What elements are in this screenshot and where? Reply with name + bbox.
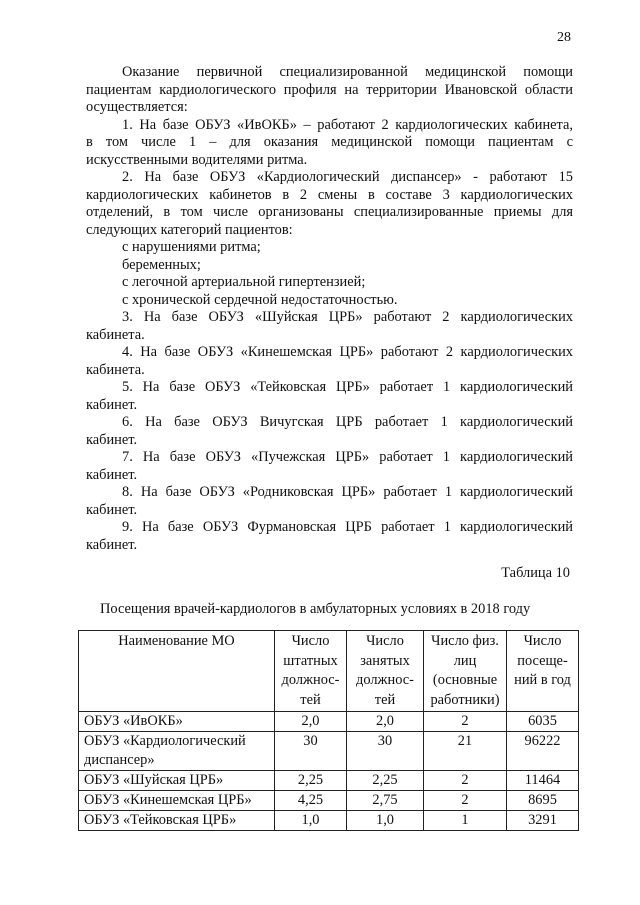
paragraph-line: 2. На базе ОБУЗ «Кардиологический диспансер» - работают 15 (122, 169, 573, 185)
paragraph-line: 4. На базе ОБУЗ «Кинешемская ЦРБ» работают 2 кардиологических (122, 344, 573, 360)
cell-staff-positions: 2,25 (275, 771, 347, 791)
cell-physical-persons: 21 (424, 732, 507, 771)
list-item: с хронической сердечной недостаточностью. (122, 291, 398, 308)
header-line: должнос- (281, 672, 340, 688)
cell-physical-persons: 2 (424, 712, 507, 732)
paragraph-line: отделений, в том числе организованы специализированные приемы для (86, 204, 573, 220)
header-line: (основные (432, 672, 498, 688)
table-row (79, 811, 579, 831)
cell-occupied-positions: 2,0 (347, 712, 424, 732)
header-line: Число (523, 633, 562, 649)
cell-occupied-positions: 2,25 (347, 771, 424, 791)
list-item: с легочной артериальной гипертензией; (122, 274, 366, 290)
paragraph-line: кабинета. (86, 326, 145, 343)
header-line: Число (291, 633, 330, 649)
table-row (79, 771, 579, 791)
visits-table (78, 630, 579, 831)
paragraph-line: кабинет. (86, 431, 138, 448)
cell-staff-positions: 30 (275, 732, 347, 771)
paragraph-line: кабинет. (86, 396, 138, 413)
paragraph-line: 9. На базе ОБУЗ Фурмановская ЦРБ работает 1 кардиологический (122, 519, 573, 535)
cell-mo-name: ОБУЗ «Шуйская ЦРБ» (79, 771, 275, 791)
paragraph-line: Оказание первичной специализированной медицинской помощи (122, 64, 573, 80)
cell-visits: 11464 (507, 771, 579, 791)
table-title: Посещения врачей-кардиологов в амбулаторных условиях в 2018 году (100, 601, 531, 617)
paragraph-line: осуществляется: (86, 99, 188, 115)
header-staff-positions (275, 631, 347, 712)
header-visits-per-year (507, 631, 579, 712)
table-caption: Таблица 10 (501, 565, 570, 581)
cell-visits: 6035 (507, 712, 579, 732)
table-row (79, 791, 579, 811)
cell-visits: 3291 (507, 811, 579, 831)
paragraph-line: 7. На базе ОБУЗ «Пучежская ЦРБ» работает 1 кардиологический (122, 449, 573, 465)
header-line: ний в год (514, 672, 571, 688)
list-item: с нарушениями ритма; (122, 239, 261, 255)
cell-mo-name: ОБУЗ «Кардиологический диспансер» (79, 732, 275, 771)
paragraph-line: кабинет. (86, 501, 138, 518)
header-line: тей (374, 691, 396, 708)
header-mo-name (79, 631, 275, 712)
cell-staff-positions: 1,0 (275, 811, 347, 831)
paragraph-line: кабинет. (86, 536, 138, 553)
cell-visits: 96222 (507, 732, 579, 771)
paragraph-line: пациентам кардиологического профиля на территории Ивановской области (86, 81, 573, 98)
cell-physical-persons: 2 (424, 791, 507, 811)
cell-visits: 8695 (507, 791, 579, 811)
list-item: беременных; (122, 256, 201, 273)
cell-physical-persons: 2 (424, 771, 507, 791)
page-number: 28 (557, 30, 571, 45)
header-line: должнос- (356, 672, 414, 688)
header-line: занятых (360, 652, 410, 669)
paragraph-line: кардиологических кабинетов в 2 смены в составе 3 кардиологических (86, 186, 573, 203)
paragraph-line: следующих категорий пациентов: (86, 221, 293, 238)
table-row (79, 732, 579, 771)
paragraph-line: 6. На базе ОБУЗ Вичугская ЦРБ работает 1 кардиологический (122, 414, 573, 430)
cell-mo-name: ОБУЗ «Тейковская ЦРБ» (79, 811, 275, 831)
paragraph-line: кабинета. (86, 361, 145, 378)
header-line: лиц (453, 652, 477, 669)
cell-mo-name: ОБУЗ «ИвОКБ» (79, 712, 275, 732)
header-line: Наименование МО (118, 633, 235, 649)
cell-occupied-positions: 1,0 (347, 811, 424, 831)
paragraph-line: 3. На базе ОБУЗ «Шуйская ЦРБ» работают 2 кардиологических (122, 309, 573, 325)
paragraph-line: в том числе 1 – для оказания медицинской помощи пациентам с (86, 134, 573, 150)
paragraph-line: искусственными водителями ритма. (86, 151, 308, 168)
header-line: работники) (430, 691, 500, 708)
cell-occupied-positions: 30 (347, 732, 424, 771)
header-line: посеще- (517, 652, 568, 669)
paragraph-line: кабинет. (86, 466, 138, 483)
cell-physical-persons: 1 (424, 811, 507, 831)
header-line: штатных (283, 652, 338, 669)
cell-mo-name: ОБУЗ «Кинешемская ЦРБ» (79, 791, 275, 811)
header-line: Число (366, 633, 404, 649)
table-header-row (79, 631, 579, 712)
cell-occupied-positions: 2,75 (347, 791, 424, 811)
paragraph-line: 1. На базе ОБУЗ «ИвОКБ» – работают 2 кардиологических кабинета, (122, 116, 573, 133)
cell-staff-positions: 2,0 (275, 712, 347, 732)
header-line: Число физ. (431, 633, 499, 649)
paragraph-line: 5. На базе ОБУЗ «Тейковская ЦРБ» работает 1 кардиологический (122, 379, 573, 395)
paragraph-line: 8. На базе ОБУЗ «Родниковская ЦРБ» работает 1 кардиологический (122, 484, 573, 500)
header-occupied-positions (347, 631, 424, 712)
table-row (79, 712, 579, 732)
cell-staff-positions: 4,25 (275, 791, 347, 811)
header-line: тей (300, 691, 321, 708)
header-physical-persons (424, 631, 507, 712)
